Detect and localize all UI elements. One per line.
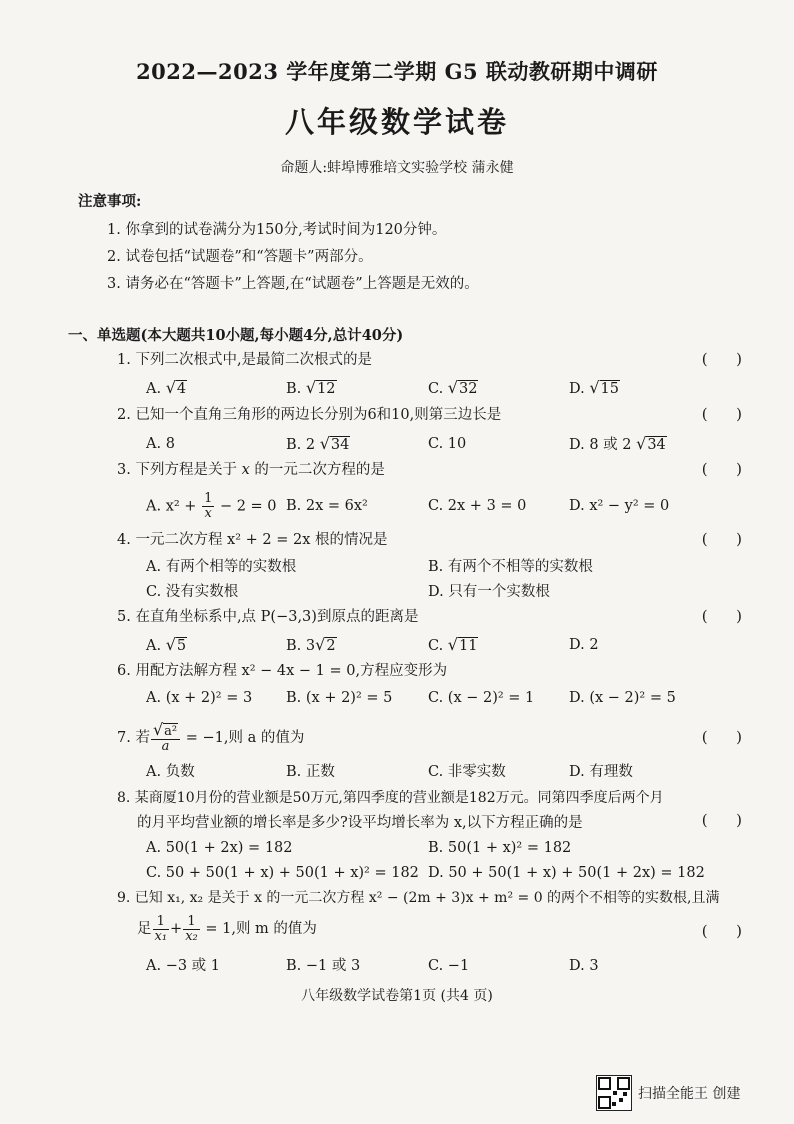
q9-option-d: D. 3 bbox=[569, 958, 599, 974]
q8-stem-line1: 8. 某商厦10月份的营业额是50万元,第四季度的营业额是182万元。同第四季度后两个月 bbox=[117, 790, 664, 806]
q1-answer-paren: ( ) bbox=[701, 350, 742, 368]
q9-option-c: C. −1 bbox=[428, 958, 470, 974]
q5-option-c: C. √11 bbox=[428, 635, 478, 654]
q7-stem: 7. 若 $\frac{\text{√a²}}{a}$ = −1,则 a 的值为 bbox=[117, 719, 305, 754]
q3-option-b: B. 2x = 6x² bbox=[286, 498, 368, 514]
q7-option-d: D. 有理数 bbox=[569, 764, 633, 780]
q1-stem: 1. 下列二次根式中,是最简二次根式的是 bbox=[117, 352, 373, 368]
q5-option-a: A. √5 bbox=[146, 635, 187, 654]
q7-option-a: A. 负数 bbox=[146, 764, 195, 780]
page-footer: 八年级数学试卷第1页 (共4 页) bbox=[301, 988, 493, 1004]
notes-title: 注意事项: bbox=[78, 193, 142, 210]
q4-option-c: C. 没有实数根 bbox=[146, 584, 239, 600]
q9-stem-line2: 足 $\frac{1}{\text{x₁}}$ + $\frac{1}{\text{x₂}}$ = 1,则 m 的值为 bbox=[137, 913, 317, 944]
note-item-3: 3. 请务必在“答题卡”上答题,在“试题卷”上答题是无效的。 bbox=[107, 276, 479, 292]
q5-option-d: D. 2 bbox=[569, 637, 599, 653]
q7-option-b: B. 正数 bbox=[286, 764, 335, 780]
q6-option-c: C. (x − 2)² = 1 bbox=[428, 690, 535, 706]
q1-option-d: D. √15 bbox=[569, 378, 619, 397]
q2-answer-paren: ( ) bbox=[701, 405, 742, 423]
q4-option-d: D. 只有一个实数根 bbox=[428, 584, 550, 600]
q2-option-c: C. 10 bbox=[428, 436, 467, 452]
q4-answer-paren: ( ) bbox=[701, 530, 742, 548]
q6-option-d: D. (x − 2)² = 5 bbox=[569, 690, 676, 706]
q3-option-c: C. 2x + 3 = 0 bbox=[428, 498, 527, 514]
q2-option-d: D. 8 或 2 √34 bbox=[569, 434, 666, 453]
exam-header-line: 2022—2023 学年度第二学期 G5 联动教研期中调研 bbox=[136, 59, 658, 84]
q2-stem: 2. 已知一个直角三角形的两边长分别为6和10,则第三边长是 bbox=[117, 407, 502, 423]
q9-answer-paren: ( ) bbox=[701, 922, 742, 940]
qr-code-icon bbox=[596, 1075, 632, 1111]
q1-option-b: B. √12 bbox=[286, 378, 336, 397]
q3-option-d: D. x² − y² = 0 bbox=[569, 498, 670, 514]
q8-answer-paren: ( ) bbox=[701, 811, 742, 829]
q8-option-b: B. 50(1 + x)² = 182 bbox=[428, 840, 572, 856]
q4-option-a: A. 有两个相等的实数根 bbox=[146, 559, 297, 575]
q8-option-c: C. 50 + 50(1 + x) + 50(1 + x)² = 182 bbox=[146, 865, 419, 881]
q2-option-a: A. 8 bbox=[146, 436, 175, 452]
q8-option-d: D. 50 + 50(1 + x) + 50(1 + 2x) = 182 bbox=[428, 865, 705, 881]
scanner-watermark bbox=[596, 1075, 740, 1111]
q3-answer-paren: ( ) bbox=[701, 460, 742, 478]
q2-option-b: B. 2 √34 bbox=[286, 434, 350, 453]
q4-stem: 4. 一元二次方程 x² + 2 = 2x 根的情况是 bbox=[117, 532, 388, 548]
q4-option-b: B. 有两个不相等的实数根 bbox=[428, 559, 593, 575]
exam-author: 命题人:蚌埠博雅培文实验学校 蒲永健 bbox=[280, 160, 514, 176]
note-item-1: 1. 你拿到的试卷满分为150分,考试时间为120分钟。 bbox=[107, 222, 447, 238]
q6-option-a: A. (x + 2)² = 3 bbox=[146, 690, 253, 706]
q1-option-a: A. √4 bbox=[146, 378, 187, 397]
q5-stem: 5. 在直角坐标系中,点 P(−3,3)到原点的距离是 bbox=[117, 609, 419, 625]
q9-option-a: A. −3 或 1 bbox=[146, 958, 221, 974]
q5-option-b: B. 3√2 bbox=[286, 635, 336, 654]
q8-stem-line2: 的月平均营业额的增长率是多少?设平均增长率为 x,以下方程正确的是 bbox=[137, 815, 583, 831]
q6-stem: 6. 用配方法解方程 x² − 4x − 1 = 0,方程应变形为 bbox=[117, 663, 448, 679]
q5-answer-paren: ( ) bbox=[701, 607, 742, 625]
q6-option-b: B. (x + 2)² = 5 bbox=[286, 690, 393, 706]
q1-option-c: C. √32 bbox=[428, 378, 478, 397]
section-title: 一、单选题(本大题共10小题,每小题4分,总计40分) bbox=[68, 327, 404, 344]
q3-option-a: A. x² + $\frac{1}{x}$ − 2 = 0 bbox=[146, 491, 277, 521]
q3-stem: 3. 下列方程是关于 x 的一元二次方程的是 bbox=[117, 462, 385, 478]
q9-stem-line1: 9. 已知 x₁, x₂ 是关于 x 的一元二次方程 x² − (2m + 3)x + m² = 0 的两个不相等的实数根,且满 bbox=[117, 890, 720, 906]
q7-option-c: C. 非零实数 bbox=[428, 764, 506, 780]
q9-option-b: B. −1 或 3 bbox=[286, 958, 361, 974]
q7-answer-paren: ( ) bbox=[701, 728, 742, 746]
q8-option-a: A. 50(1 + 2x) = 182 bbox=[146, 840, 293, 856]
note-item-2: 2. 试卷包括“试题卷”和“答题卡”两部分。 bbox=[107, 249, 373, 265]
exam-title: 八年级数学试卷 bbox=[284, 105, 509, 139]
scanner-watermark-text: 扫描全能王 创建 bbox=[638, 1086, 741, 1102]
